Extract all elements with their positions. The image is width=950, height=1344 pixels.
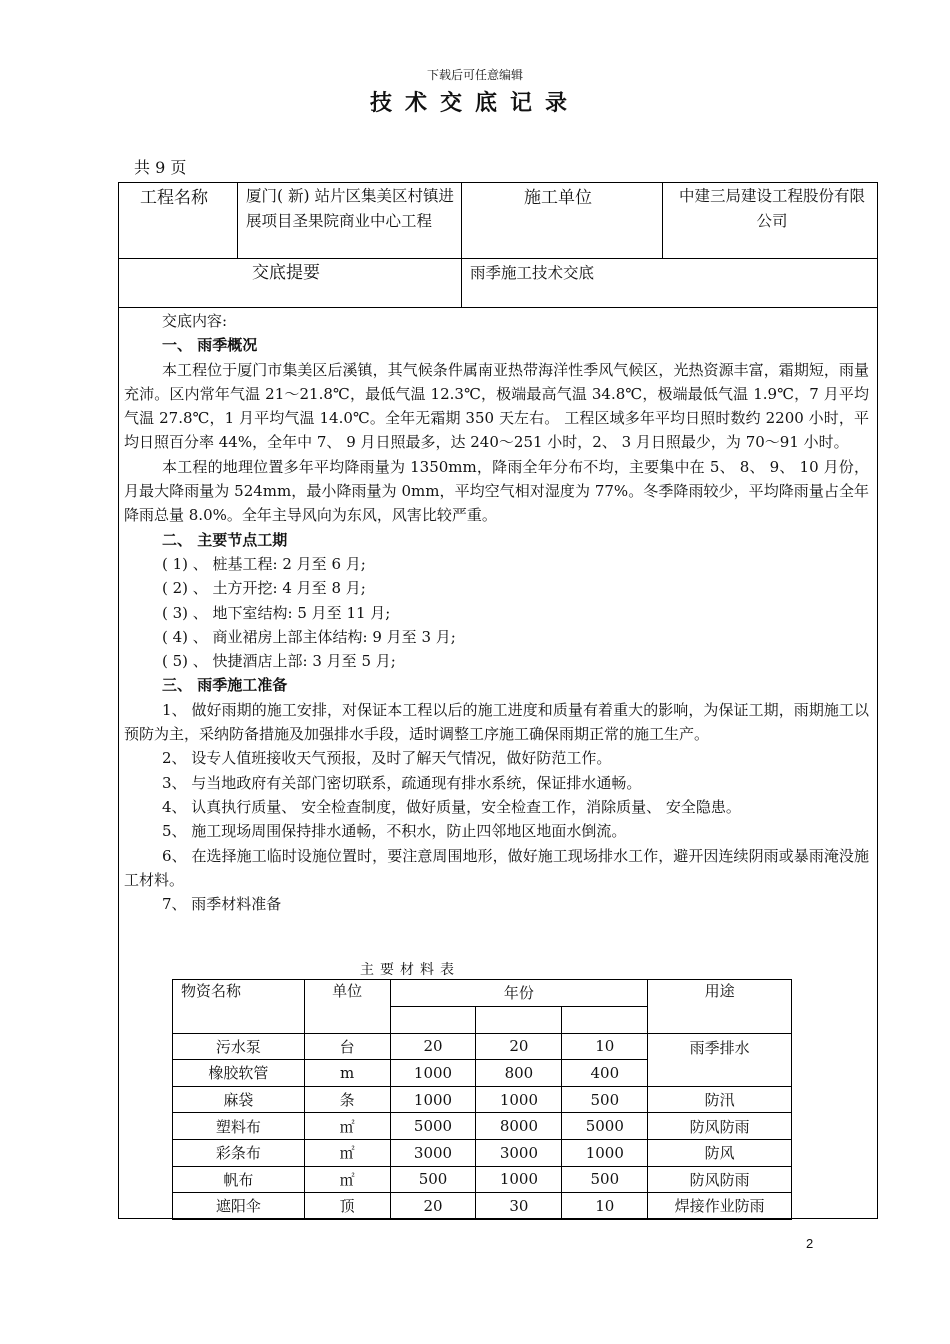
table-row — [173, 1193, 792, 1220]
material-name: 帆布 — [173, 1166, 305, 1193]
material-year-3: 1000 — [562, 1139, 648, 1166]
section-2-title: 二、 主要节点工期 — [162, 530, 288, 549]
material-year-3: 500 — [562, 1166, 648, 1193]
material-year-2: 800 — [476, 1060, 562, 1087]
material-year-1: 1000 — [390, 1060, 476, 1087]
section-3-item-7: 7、 雨季材料准备 — [162, 895, 282, 914]
section-3-item-1: 1、 做好雨期的施工安排，对保证本工程以后的施工进度和质量有着重大的影响，为保证工期，雨期施工以预防为主，采纳防备措施及加强排水手段，适时调整工序施工确保雨期正常的施工生产。 — [124, 700, 869, 744]
material-year-2: 30 — [476, 1193, 562, 1220]
materials-table — [172, 979, 792, 1220]
material-year-3: 400 — [562, 1060, 648, 1087]
header-unit: 单位 — [304, 980, 390, 1034]
header-note: 下载后可任意编辑 — [426, 68, 523, 82]
section-3-title: 三、 雨季施工准备 — [162, 676, 288, 695]
project-name-label: 工程名称 — [140, 188, 208, 208]
material-year-1: 3000 — [390, 1139, 476, 1166]
table-row — [173, 1113, 792, 1140]
col-divider-1 — [237, 182, 238, 258]
material-usage: 防风防雨 — [648, 1113, 792, 1140]
section-3-item-4: 4、 认真执行质量、 安全检查制度，做好质量，安全检查工作，消除质量、 安全隐患。 — [162, 797, 741, 816]
milestone-item: ( 1) 、 桩基工程: 2 月至 6 月; — [162, 554, 366, 573]
section-3-item-6: 6、 在选择施工临时设施位置时，要注意周围地形，做好施工现场排水工作，避开因连续阴雨或暴雨淹没施工材料。 — [124, 846, 869, 889]
material-year-2: 1000 — [476, 1166, 562, 1193]
page-count: 共 9 页 — [134, 158, 187, 177]
material-year-2: 8000 — [476, 1113, 562, 1140]
table-row — [173, 1139, 792, 1166]
material-year-3: 10 — [562, 1193, 648, 1220]
milestone-item: ( 4) 、 商业裙房上部主体结构: 9 月至 3 月; — [162, 627, 456, 646]
table-header-row — [173, 980, 792, 1007]
material-unit: 顶 — [304, 1193, 390, 1220]
material-name: 彩条布 — [173, 1139, 305, 1166]
table-row — [173, 1033, 792, 1060]
summary-value: 雨季施工技术交底 — [470, 264, 595, 282]
material-usage: 焊接作业防雨 — [648, 1193, 792, 1220]
material-name: 麻袋 — [173, 1086, 305, 1113]
section-3-item-3: 3、 与当地政府有关部门密切联系，疏通现有排水系统，保证排水通畅。 — [162, 773, 642, 792]
section-1-paragraph-2: 本工程的地理位置多年平均降雨量为 1350mm，降雨全年分布不均，主要集中在 5、 8、 9、 10 月份，月最大降雨量为 524mm，最小降雨量为 0mm，平均空气相对湿度为 77%。冬季降雨较少，平均降雨量占全年降雨总量 8.0%。全年主导风向为东风，风害比较严重。 — [124, 457, 869, 525]
material-year-2: 3000 — [476, 1139, 562, 1166]
material-year-3: 10 — [562, 1033, 648, 1060]
table-row — [173, 1166, 792, 1193]
section-3-item-5: 5、 施工现场周围保持排水通畅，不积水，防止四邻地区地面水倒流。 — [162, 822, 627, 841]
material-usage: 防风防雨 — [648, 1166, 792, 1193]
material-name: 塑料布 — [173, 1113, 305, 1140]
row-divider-2 — [118, 307, 878, 308]
frame-top — [118, 182, 878, 183]
disclosure-content — [124, 309, 869, 916]
summary-label: 交底提要 — [252, 263, 320, 283]
material-name: 污水泵 — [173, 1033, 305, 1060]
material-name: 遮阳伞 — [173, 1193, 305, 1220]
material-usage: 防汛 — [648, 1086, 792, 1113]
milestone-item: ( 3) 、 地下室结构: 5 月至 11 月; — [162, 603, 391, 622]
header-year: 年份 — [390, 980, 648, 1007]
year-cell — [476, 1006, 562, 1033]
material-unit: 条 — [304, 1086, 390, 1113]
material-unit: ㎡ — [304, 1139, 390, 1166]
col-divider-3 — [662, 182, 663, 258]
material-year-3: 500 — [562, 1086, 648, 1113]
material-usage: 防风 — [648, 1139, 792, 1166]
material-year-1: 20 — [390, 1033, 476, 1060]
table-row — [173, 1086, 792, 1113]
material-year-1: 500 — [390, 1166, 476, 1193]
material-year-1: 1000 — [390, 1086, 476, 1113]
materials-table-title: 主要材料表 — [360, 962, 460, 978]
material-unit: ㎡ — [304, 1166, 390, 1193]
material-year-2: 1000 — [476, 1086, 562, 1113]
material-unit: m — [304, 1060, 390, 1087]
material-year-2: 20 — [476, 1033, 562, 1060]
material-usage: 雨季排水 — [648, 1033, 792, 1086]
milestone-item: ( 5) 、 快捷酒店上部: 3 月至 5 月; — [162, 652, 396, 671]
year-cell — [562, 1006, 648, 1033]
header-usage: 用途 — [648, 980, 792, 1034]
project-name-value: 厦门( 新) 站片区集美区村镇进展项目圣果院商业中心工程 — [246, 187, 454, 230]
construction-unit-value: 中建三局建设工程股份有限公司 — [678, 187, 865, 230]
section-3-item-2: 2、 设专人值班接收天气预报，及时了解天气情况，做好防范工作。 — [162, 749, 612, 768]
content-intro: 交底内容: — [162, 312, 228, 330]
col-divider-2 — [461, 182, 462, 307]
section-1-title: 一、 雨季概况 — [162, 336, 258, 355]
material-name: 橡胶软管 — [173, 1060, 305, 1087]
row-divider-1 — [118, 258, 878, 259]
material-year-1: 20 — [390, 1193, 476, 1220]
frame-left — [118, 182, 119, 1219]
frame-right — [877, 182, 878, 1219]
year-cell — [390, 1006, 476, 1033]
header-material-name: 物资名称 — [173, 980, 305, 1034]
material-year-3: 5000 — [562, 1113, 648, 1140]
page-title: 技术交底记录 — [369, 91, 580, 116]
material-year-1: 5000 — [390, 1113, 476, 1140]
construction-unit-label: 施工单位 — [524, 188, 592, 208]
material-unit: 台 — [304, 1033, 390, 1060]
section-1-paragraph-1: 本工程位于厦门市集美区后溪镇，其气候条件属南亚热带海洋性季风气候区，光热资源丰富，霜期短，雨量充沛。区内常年气温 21～21.8℃，最低气温 12.3℃，极端最高气温 34.8℃，极端最低气温 1.9℃，7 月平均气温 27.8℃，1 月平均气温 14.0℃。全年无霜期 350 天左右。 工程区域多年平均日照时数约 2200 小时，平均日照百分率 44%，全年中 7、 9 月日照最多，达 240～251 小时，2、 3 月日照最少，为 70～91 小时。 — [124, 360, 869, 452]
material-unit: ㎡ — [304, 1113, 390, 1140]
milestone-item: ( 2) 、 土方开挖: 4 月至 8 月; — [162, 579, 366, 598]
page-number: 2 — [806, 1236, 814, 1251]
